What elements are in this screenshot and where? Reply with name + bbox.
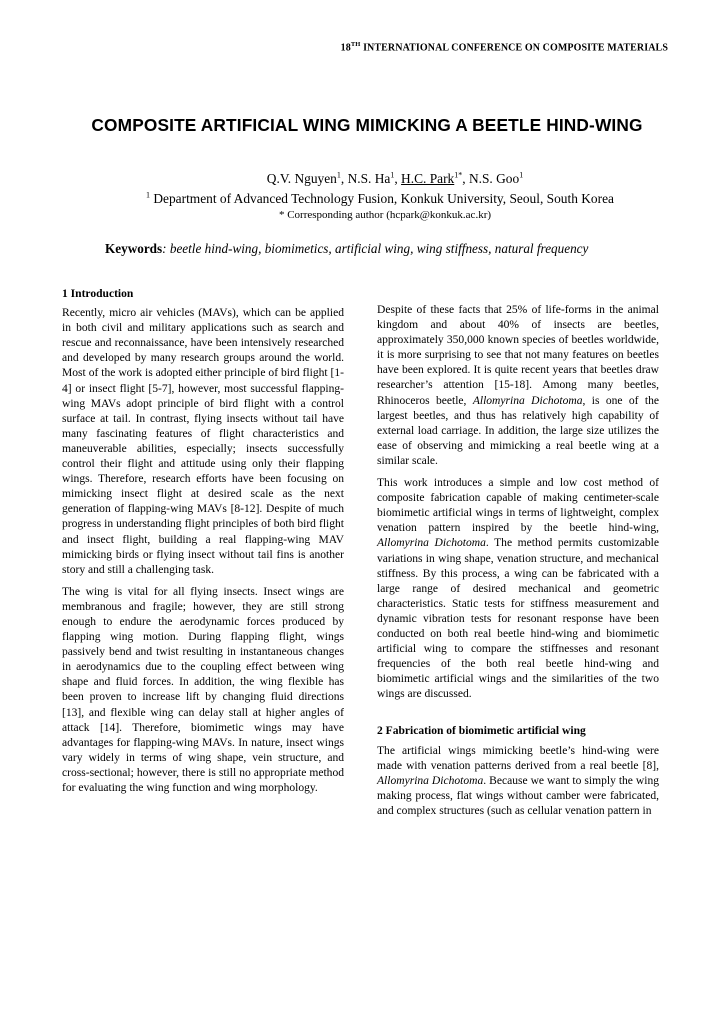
affiliation-mark: 1 bbox=[146, 190, 151, 200]
keywords-label: Keywords bbox=[105, 241, 163, 256]
paragraph-text: . The method permits customizable variations in wing shape, venation structure, and mechanical stiffness. By this process, a wing can be fabricated with a large range of desired mechanical and geometric characteristics. Static tests for stiffness measurement and dynamic vibration tests for resonant response have been conducted on both real beetle hind-wing and biomimetic artificial wing to compare the stiffnesses and resonant frequencies of the both real beetle hind-wing and biomimetic artificial wings and the similarities of the two wings are discussed. bbox=[377, 537, 660, 701]
species-name: Allomyrina Dichotoma bbox=[472, 394, 583, 407]
fabrication-paragraph-1 bbox=[377, 744, 659, 819]
paragraph-text: , is one of the largest beetles, and thus has relatively high capability of external load carriage. In addition, the large size utilizes the ease of observing and mimicking a real beetle wing at a similar scale. bbox=[377, 394, 659, 467]
author-separator: , bbox=[462, 171, 469, 186]
paragraph-text: Despite of these facts that 25% of life-forms in the animal kingdom and about 40% of insects are beetles, approximately 350,000 known species of beetles worldwide, it is more surprising to see that not many features on beetles have been explored. It is quite recent years that beetles draw researcher’s attention [15-18]. Among many beetles, Rhinoceros beetle, bbox=[377, 304, 659, 407]
species-name: Allomyrina Dichotoma bbox=[377, 774, 484, 787]
author-affiliation-mark: 1* bbox=[454, 170, 463, 180]
header-number: 18 bbox=[340, 42, 351, 54]
author-separator: , bbox=[340, 171, 348, 186]
intro-paragraph-2: The wing is vital for all flying insects. Insect wings are membranous and fragile; however, they are still strong enough to endure the aerodynamic forces produced by flapping wing motion. During flapping flight, wings passively bend and twist resulting in instantaneous changes in aerodynamics due to the coupling effect between wing shape and fluid forces. In addition, the wing flexible has been proven to increase lift by changing fluid directions [13], and flexible wing can delay stall at higher angles of attack [14]. Therefore, biomimetic wings may have advantages for flapping-wing MAVs. In nature, insect wings vary widely in terms of wing shape, vein structure, and cross-sectional; however, there is still no appropriate method for evaluating the wing function and wing morphology. bbox=[62, 585, 344, 794]
author-affiliation-mark: 1 bbox=[519, 170, 524, 180]
affiliation-text: Department of Advanced Technology Fusion, Konkuk University, Seoul, South Korea bbox=[150, 191, 614, 206]
paper-title: COMPOSITE ARTIFICIAL WING MIMICKING A BEETLE HIND-WING bbox=[91, 115, 643, 135]
author-name: N.S. Goo bbox=[468, 171, 520, 186]
section-heading-introduction: 1 Introduction bbox=[62, 288, 134, 300]
paragraph-text: The artificial wings mimicking beetle’s hind-wing were made with venation patterns derived from a real beetle [8], bbox=[377, 744, 659, 772]
conference-header bbox=[341, 41, 668, 53]
author-name: Q.V. Nguyen bbox=[266, 171, 337, 186]
right-column bbox=[377, 303, 659, 826]
author-list bbox=[0, 170, 720, 188]
paragraph-text: . Because we want to simply the wing making process, flat wings without camber were fabricated, and complex structures (such as cellular venation pattern in bbox=[377, 774, 659, 817]
left-column bbox=[62, 287, 344, 803]
section-heading-fabrication: 2 Fabrication of biomimetic artificial wing bbox=[377, 725, 586, 738]
intro-paragraph-1: Recently, micro air vehicles (MAVs), which can be applied in both civil and military applications such as search and rescue and reconnaissance, have been intensively researched and developed by many research groups around the world. Most of the work is adopted either principle of bird flight [1-4] or insect flight [5-7], however, most successful flapping-wing MAVs adopt principle of bird flight with a control surface at tail. In contrast, flying insects without tail have many fascinating features of flight characteristics and maneuverable abilities, especially; insects successfully control their flight and attitude using only their flapping wings. Therefore, research efforts have been focusing on mimicking insect flight at desired scale as the next generation of flapping-wing MAVs [8-12]. Despite of much progress in understanding flight principles of both bird flight and insect flight, building a real flapping-wing MAV mimicking birds or flying insect without tail fins is another story and still a challenging task. bbox=[62, 307, 344, 576]
affiliation bbox=[0, 190, 720, 208]
keywords-line bbox=[105, 240, 588, 258]
author-affiliation-mark: 1 bbox=[336, 170, 341, 180]
paragraph-text: This work introduces a simple and low cost method of composite fabrication capable of making centimeter-scale biomimetic artificial wings in terms of lightweight, complex venation pattern inspired by the beetle hind-wing, bbox=[377, 477, 659, 535]
author-affiliation-mark: 1 bbox=[390, 170, 395, 180]
species-name: Allomyrina Dichotoma bbox=[377, 537, 486, 550]
corresponding-author-note: * Corresponding author (hcpark@konkuk.ac.kr) bbox=[278, 209, 492, 221]
keywords-text: : beetle hind-wing, biomimetics, artificial wing, wing stiffness, natural frequency bbox=[162, 241, 589, 256]
author-separator: , bbox=[394, 171, 402, 186]
header-superscript: TH bbox=[350, 41, 361, 48]
intro-paragraph-3 bbox=[377, 303, 659, 469]
corresponding-author-name: H.C. Park bbox=[401, 171, 455, 186]
header-text: INTERNATIONAL CONFERENCE ON COMPOSITE MATERIALS bbox=[360, 42, 668, 54]
author-name: N.S. Ha bbox=[347, 171, 391, 186]
intro-paragraph-4 bbox=[377, 476, 659, 702]
